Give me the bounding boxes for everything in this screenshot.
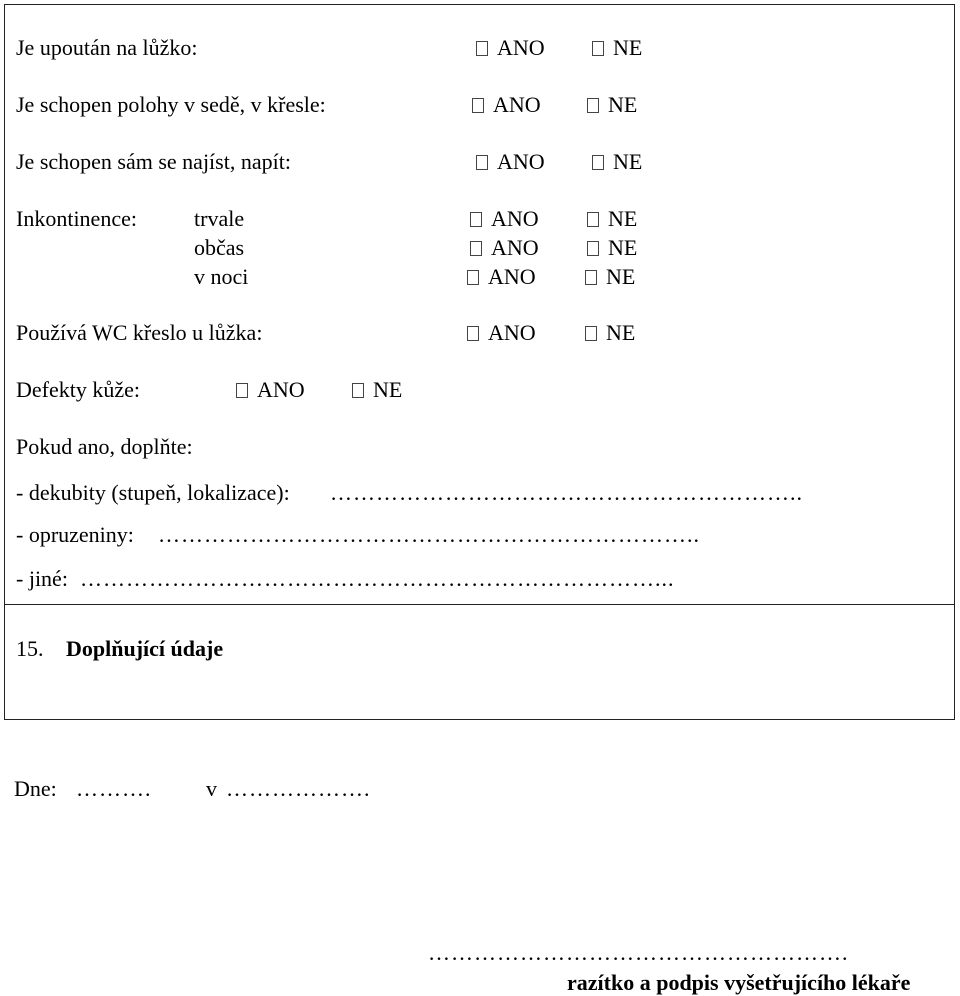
incontinence-night-yes[interactable]: ANO (467, 264, 536, 290)
place-field[interactable]: ………………. (226, 776, 371, 801)
date-label: Dne: (14, 776, 57, 801)
question-sitting-no[interactable]: NE (587, 92, 637, 118)
checkbox-icon[interactable] (587, 241, 599, 256)
incontinence-permanent-yes[interactable]: ANO (470, 206, 539, 232)
checkbox-icon[interactable] (470, 241, 482, 256)
section-15-box (4, 604, 955, 720)
incontinence-permanent-no[interactable]: NE (587, 206, 637, 232)
checkbox-icon[interactable] (587, 98, 599, 113)
checkbox-icon[interactable] (352, 383, 364, 398)
question-skin-defects-label: Defekty kůže: (16, 377, 140, 402)
fill-in-intro: Pokud ano, doplňte: (16, 434, 193, 459)
question-wc-chair-label: Používá WC křeslo u lůžka: (16, 320, 263, 345)
question-sitting-label: Je schopen polohy v sedě, v křesle: (16, 92, 326, 117)
incontinence-row-label: občas (194, 235, 245, 260)
section-15-title: Doplňující údaje (66, 636, 224, 661)
checkbox-icon[interactable] (587, 212, 599, 227)
checkbox-icon[interactable] (592, 41, 604, 56)
signature-label: razítko a podpis vyšetřujícího lékaře (567, 970, 911, 995)
place-label: v (206, 776, 217, 801)
question-bedridden-no[interactable]: NE (592, 35, 642, 61)
checkbox-icon[interactable] (476, 41, 488, 56)
section-15-number: 15. (16, 636, 44, 661)
incontinence-row-label: v noci (194, 264, 249, 289)
question-skin-defects-yes[interactable]: ANO (236, 377, 305, 403)
question-wc-chair-no[interactable]: NE (585, 320, 635, 346)
question-eating-yes[interactable]: ANO (476, 149, 545, 175)
opruzeniny-label: - opruzeniny: (16, 522, 134, 547)
incontinence-label: Inkontinence: (16, 206, 137, 231)
checkbox-icon[interactable] (472, 98, 484, 113)
jine-label: - jiné: (16, 566, 68, 591)
checkbox-icon[interactable] (467, 326, 479, 341)
question-eating-label: Je schopen sám se najíst, napít: (16, 149, 291, 174)
incontinence-occasional-yes[interactable]: ANO (470, 235, 539, 261)
jine-field[interactable]: …………………………………………………………………... (80, 566, 675, 591)
question-bedridden-label: Je upoután na lůžko: (16, 35, 198, 60)
incontinence-night-no[interactable]: NE (585, 264, 635, 290)
checkbox-icon[interactable] (585, 270, 597, 285)
checkbox-icon[interactable] (476, 155, 488, 170)
signature-field[interactable]: ………………………………………………. (428, 940, 849, 965)
checkbox-icon[interactable] (236, 383, 248, 398)
question-eating-no[interactable]: NE (592, 149, 642, 175)
date-field[interactable]: ………. (76, 776, 152, 801)
checkbox-icon[interactable] (585, 326, 597, 341)
checkbox-icon[interactable] (467, 270, 479, 285)
checkbox-icon[interactable] (470, 212, 482, 227)
question-skin-defects-no[interactable]: NE (352, 377, 402, 403)
question-wc-chair-yes[interactable]: ANO (467, 320, 536, 346)
opruzeniny-field[interactable]: …………………………………………………………….. (158, 522, 700, 547)
question-bedridden-yes[interactable]: ANO (476, 35, 545, 61)
checkbox-icon[interactable] (592, 155, 604, 170)
incontinence-row-label: trvale (194, 206, 245, 231)
incontinence-occasional-no[interactable]: NE (587, 235, 637, 261)
dekubity-label: - dekubity (stupeň, lokalizace): (16, 480, 290, 505)
question-sitting-yes[interactable]: ANO (472, 92, 541, 118)
dekubity-field[interactable]: …………………………………………………….. (330, 480, 803, 505)
